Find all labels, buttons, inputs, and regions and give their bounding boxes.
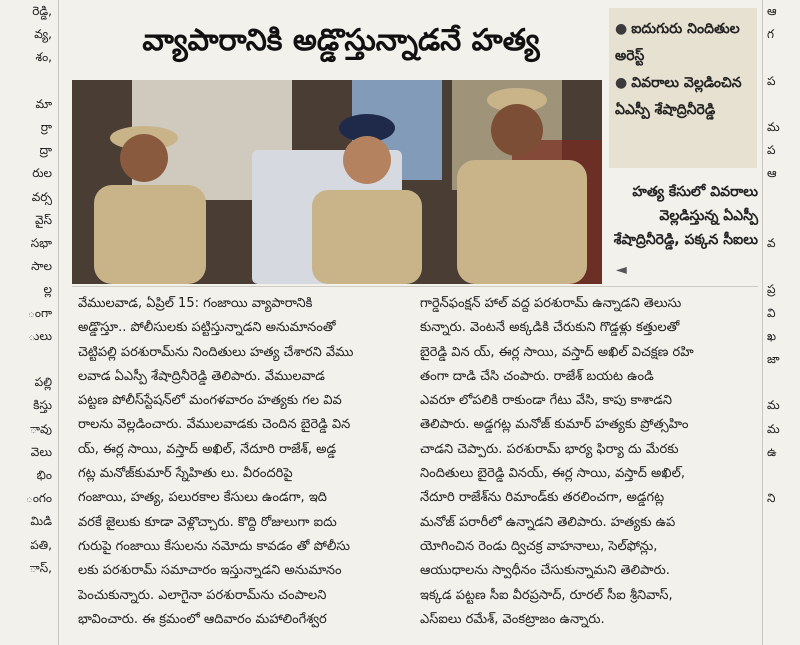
left-fragment-line: ంగా <box>27 305 52 320</box>
article-line: చెట్టిపల్లి పరశురామ్‌ను నిందితులు హత్య చేశారని వేము <box>78 344 354 360</box>
article-column-1 <box>78 292 408 632</box>
article-line: ఎవరూ లోపలికి రాకుండా గేటు వేసి, కాపు కాశాడని <box>420 393 672 409</box>
left-fragment-line: వర్స <box>31 189 52 204</box>
left-fragment-line: ాస్, <box>29 560 52 575</box>
right-fragment-line: ఆ <box>767 166 777 181</box>
left-fragment-line: భిం <box>36 468 52 483</box>
left-fragment-line: ద్రా <box>39 143 52 158</box>
left-fragment-line: కిస్తు <box>33 398 52 413</box>
adjacent-left-column <box>0 0 59 645</box>
right-fragment-line: ని <box>767 491 776 506</box>
article-line: వరకే జైలుకు కూడా వెళ్లొచ్చారు. కొద్ది రోజులుగా ఐదు <box>78 514 337 530</box>
left-fragment-line: రుల <box>32 166 52 181</box>
right-fragment-line <box>763 371 800 394</box>
left-fragment-line: మా <box>35 96 52 111</box>
article-line: లకు పరశురామ్ సమాచారం ఇస్తున్నాడని అనుమానం <box>78 563 342 579</box>
article-line: గార్డెన్‌ఫంక్షన్ హాల్ వద్ద పరశురామ్ ఉన్నాడని తెలుసు <box>420 296 682 311</box>
article-line: వేములవాడ, ఏప్రిల్ 15: గంజాయి వ్యాపారానికి <box>78 296 313 311</box>
highlight-item: ● ఐదుగురు నిందితుల అరెస్ట్ <box>615 21 740 64</box>
bullet-icon: ● <box>615 75 628 91</box>
article-line: గంజాయి, హత్య, పలురకాల కేసులు ఉండగా, ఇది <box>78 490 327 506</box>
left-fragment-line: ల్ల <box>43 282 52 297</box>
divider <box>72 286 758 287</box>
left-fragment-line: పల్లి <box>34 375 52 390</box>
right-fragment-line: ఉ <box>767 444 777 459</box>
article-line: చాడని చెప్పారు. పరశురామ్ భార్య ఫిర్యా దు మేరకు <box>420 441 679 457</box>
left-fragment-line <box>0 70 58 93</box>
right-fragment-line <box>763 464 800 487</box>
article-line: తెలిపారు. అడ్డగట్ల మనోజ్ కుమార్ హత్యకు ప్రోత్సహిం <box>420 417 689 433</box>
right-fragment-line <box>763 186 800 209</box>
article-line: యోగించిన రెండు ద్విచక్ర వాహనాలు, సెల్‌ఫోన్లు, <box>420 538 658 554</box>
article-line: భావించారు. ఈ క్రమంలో ఆదివారం మహాలింగేశ్వర <box>78 611 327 627</box>
officers-illustration <box>72 80 602 284</box>
article-line: పట్టణ పోలీస్‌స్టేషన్‌లో మంగళవారం హత్యకు గల వివ <box>78 393 342 409</box>
left-fragment-line: సభా <box>30 236 52 251</box>
left-fragment-line: వ్య, <box>34 27 52 42</box>
highlight-item: ● వివరాలు వెల్లడించిన ఏఎస్పీ శేషాద్రినీరెడ్డి <box>615 75 742 118</box>
press-conference-photo <box>72 80 602 284</box>
left-fragment-line: ంగం <box>25 491 52 506</box>
left-fragment-line: వైస్ <box>35 212 52 227</box>
left-fragment-line: రెడ్డి, <box>32 4 52 18</box>
right-fragment-line <box>763 255 800 278</box>
article-line: నిందితులు బైరెడ్డి వినయ్, ఈర్ల సాయి, వస్తాద్ అఖిల్, <box>420 466 685 482</box>
article-line: అడ్డొస్తూ.. పోలీసులకు పట్టిస్తున్నాడని అనుమానంతో <box>78 320 336 336</box>
right-fragment-line: వి <box>767 305 776 320</box>
right-fragment-line <box>763 209 800 232</box>
right-fragment-line: ప <box>767 73 776 88</box>
right-fragment-line: ఖ <box>767 328 777 343</box>
left-fragment-line <box>0 348 58 371</box>
article-line: కున్నారు. వెంటనే అక్కడికి చేరుకుని గొడ్డళ్లు కత్తులతో <box>420 320 680 336</box>
photo-caption: హత్య కేసులో వివరాలు వెల్లడిస్తున్న ఏఎస్పీ శేషాద్రినీరెడ్డి, పక్కన సీఐలు <box>613 184 758 248</box>
right-fragment-line: ప <box>767 143 776 158</box>
highlights-box <box>609 8 757 168</box>
left-fragment-line: శం, <box>35 50 52 65</box>
bullet-icon: ● <box>615 21 628 37</box>
left-fragment-line: ులు <box>28 328 52 343</box>
article-line: లవాడ ఏఎస్పీ శేషాద్రినీరెడ్డి తెలిపారు. వేములవాడ <box>78 368 325 384</box>
right-fragment-line: ప్ర <box>767 282 776 297</box>
right-fragment-line <box>763 46 800 69</box>
headline: వ్యాపారానికి అడ్డొస్తున్నాడనే హత్య <box>142 23 540 58</box>
left-fragment-line: ర్రా <box>40 120 52 135</box>
right-fragment-line: గ <box>767 27 774 42</box>
caption-pointer-icon: ◄ <box>616 262 627 278</box>
right-fragment-line <box>763 93 800 116</box>
left-fragment-line: వెలు <box>30 444 52 459</box>
left-fragment-line: ావు <box>29 421 52 436</box>
article-line: నేదూరి రాజేశ్‌ను రిమాండ్‌కు తరలించగా, అడ్డగట్ల <box>420 490 665 506</box>
article-line: తంగా దాడి చేసి చంపారు. రాజేశ్ బయట ఉండి <box>420 368 654 384</box>
right-fragment-line: వ <box>767 236 776 251</box>
article-line: మనోజ్ పరారీలో ఉన్నాడని తెలిపారు. హత్యకు ఉప <box>420 514 676 530</box>
left-fragment-line: పతి, <box>30 537 52 552</box>
right-fragment-line: మ <box>767 421 780 436</box>
left-fragment-line: మిడి <box>30 514 52 529</box>
article-line: బైరెడ్డి విన య్, ఈర్ల సాయి, వస్తాద్ అఖిల్ విచక్షణ రహి <box>420 344 694 360</box>
right-fragment-line: జా <box>767 352 780 367</box>
article-line: ఎస్ఐలు రమేశ్, వెంకట్రాజం ఉన్నారు. <box>420 611 605 627</box>
left-fragment-line: సాల <box>31 259 52 274</box>
right-fragment-line: మ <box>767 398 780 413</box>
article-line: రాలను వెల్లడించారు. వేములవాడకు చెందిన బైరెడ్డి విన <box>78 417 351 433</box>
article-line: పెంచుకున్నారు. ఎలాగైనా పరశురామ్‌ను చంపాలని <box>78 587 327 603</box>
article-line: య్, ఈర్ల సాయి, వస్తాద్ అఖిల్, నేదూరి రాజేశ్, అడ్డ <box>78 441 337 457</box>
adjacent-right-column <box>762 0 800 645</box>
article-line: గురుపై గంజాయి కేసులను నమోదు కావడం తో పోలీసు <box>78 538 350 554</box>
article-line: గట్ల మనోజ్‌కుమార్ స్నేహితు లు. వీరందరిపై <box>78 466 293 482</box>
right-fragment-line: మ <box>767 120 780 135</box>
article-column-2 <box>420 292 750 632</box>
article-line: ఆయుధాలను స్వాధీనం చేసుకున్నామని తెలిపారు. <box>420 563 670 579</box>
article-line: ఇక్కడ పట్టణ సీఐ వీరప్రసాద్, రూరల్ సీఐ శ్రీనివాస్, <box>420 587 673 603</box>
right-fragment-line: ఆ <box>767 4 777 18</box>
